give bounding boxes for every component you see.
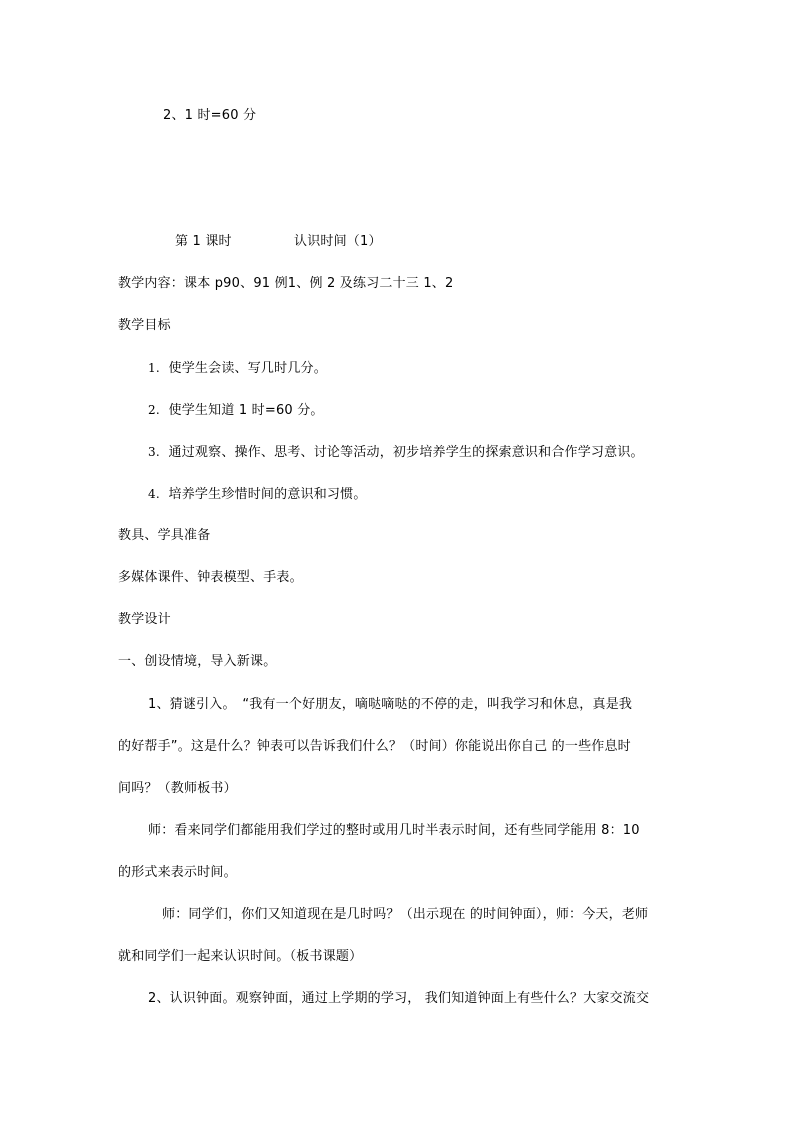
goal-marker: 2. [148, 403, 160, 417]
goal-marker: 3. [148, 445, 160, 459]
goal-item [148, 360, 327, 377]
goal-text: 通过观察、操作、思考、讨论等活动，初步培养学生的探索意识和合作学习意识。 [168, 445, 644, 460]
materials-text: 多媒体课件、钟表模型、手表。 [118, 570, 303, 585]
goal-marker: 1. [148, 361, 160, 375]
goals-heading: 教学目标 [118, 318, 171, 333]
paragraph-line: 师：同学们，你们又知道现在是几时吗？（出示现在 的时间钟面），师：今天，老师 [162, 907, 649, 922]
paragraph-line: 的好帮手”。这是什么？钟表可以告诉我们什么？（时间）你能说出你自己 的一些作息时 [118, 739, 631, 754]
teaching-content: 教学内容：课本 p90、91 例1、例 2 及练习二十三 1、2 [118, 276, 454, 291]
paragraph-line: 2、认识钟面。观察钟面，通过上学期的学习， 我们知道钟面上有些什么？大家交流交 [148, 991, 650, 1006]
goal-item [148, 402, 324, 419]
goal-item [148, 444, 644, 461]
lesson-title: 认识时间（1） [294, 234, 382, 249]
text-line-top: 2、1 时=60 分 [163, 108, 257, 123]
paragraph-line: 师：看来同学们都能用我们学过的整时或用几时半表示时间，还有些同学能用 8：10 [148, 823, 640, 838]
goal-item [148, 486, 367, 503]
goal-text: 使学生知道 1 时=60 分。 [168, 403, 324, 418]
design-heading: 教学设计 [118, 612, 171, 627]
goal-text: 使学生会读、写几时几分。 [168, 361, 327, 376]
lesson-number: 第 1 课时 [175, 234, 232, 249]
goal-text: 培养学生珍惜时间的意识和习惯。 [168, 487, 367, 502]
paragraph-line: 1、猜谜引入。 “我有一个好朋友，嘀哒嘀哒的不停的走，叫我学习和休息，真是我 [148, 697, 633, 712]
paragraph-line: 的形式来表示时间。 [118, 865, 237, 880]
materials-heading: 教具、学具准备 [118, 528, 211, 543]
goal-marker: 4. [148, 487, 160, 501]
paragraph-line: 就和同学们一起来认识时间。（板书课题） [118, 949, 363, 964]
paragraph-line: 间吗？（教师板书） [118, 781, 237, 796]
section-heading: 一、创设情境，导入新课。 [118, 654, 277, 669]
